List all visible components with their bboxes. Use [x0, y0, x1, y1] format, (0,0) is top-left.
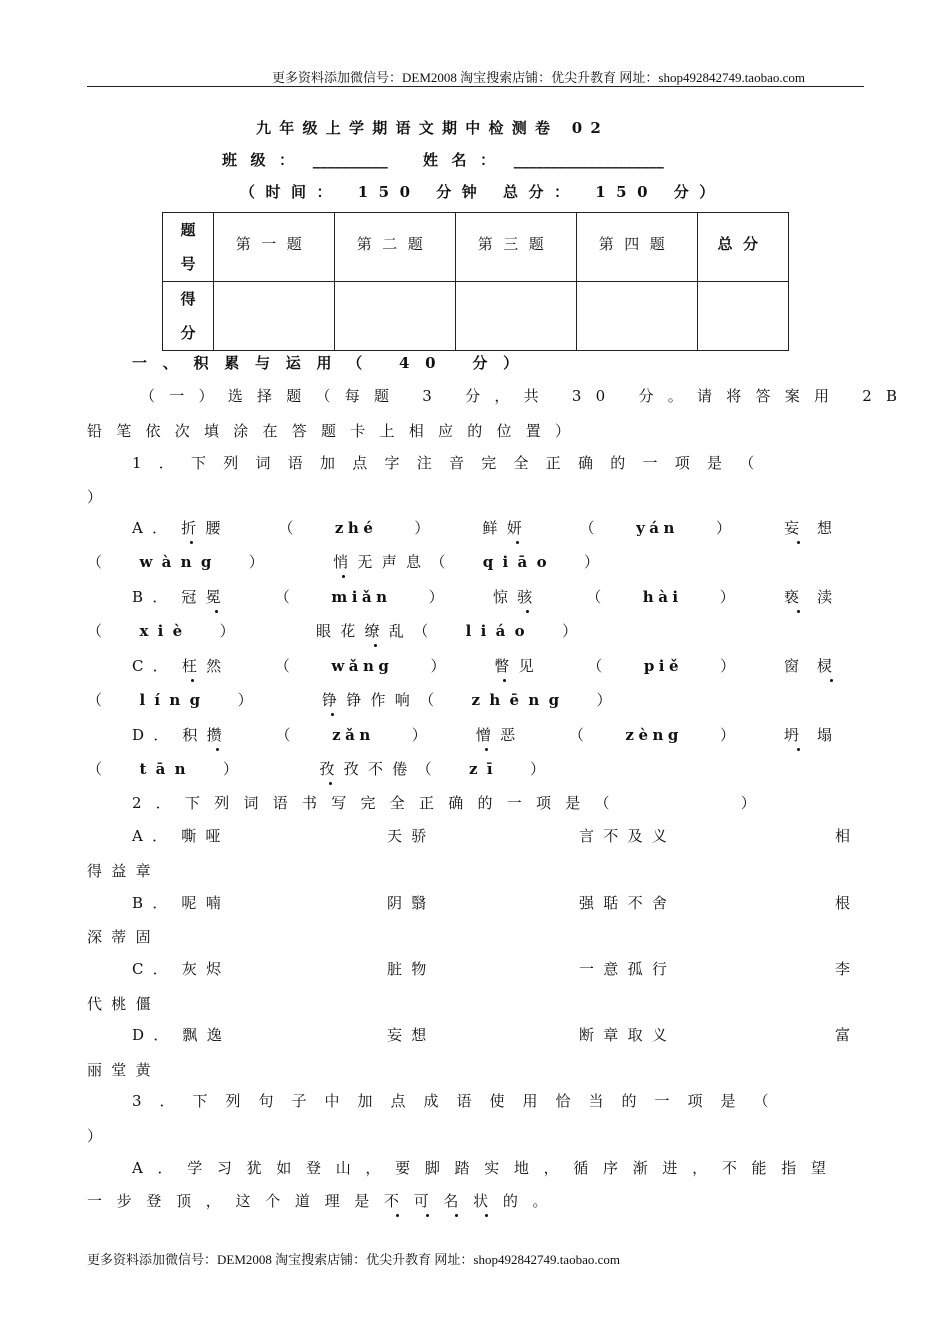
q1-c-pinyin4: zhēng: [471, 691, 569, 709]
q2-d-word1: 飘逸: [182, 1026, 232, 1044]
class-label: 班级：: [222, 151, 308, 169]
q2-a-word1: 嘶哑: [181, 827, 230, 845]
q3-a-suffix: 的。: [502, 1192, 563, 1210]
col-total: 总分: [698, 213, 789, 282]
q2-c-word1: 灰烬: [181, 960, 231, 978]
q2-d-word4-end: 丽堂黄: [87, 1061, 160, 1079]
score-table: [162, 212, 789, 351]
emphasis-char: 名: [443, 1192, 474, 1210]
q1-c-pinyin1: wǎng: [331, 657, 394, 675]
q2-c-word3: 一意孤行: [579, 960, 677, 978]
emphasis-char: 状: [473, 1192, 503, 1210]
q1-c-pinyin2: piě: [643, 657, 684, 675]
q1-option-b-line1: B． 冠冕 （ miǎn ） 惊骇 （ hài ） 亵渎: [132, 588, 850, 606]
q1-b-pinyin1: miǎn: [331, 588, 392, 606]
q2-c-label: C．: [132, 960, 178, 978]
q2-d-word4-start: 富: [834, 1026, 850, 1044]
q2-option-d: [132, 1024, 850, 1045]
q1-d-pinyin4: zī: [469, 760, 502, 778]
q2-d-word2: 妄想: [387, 1026, 436, 1044]
q2-a-word3: 言不及义: [579, 827, 677, 845]
q2-c-word4-start: 李: [834, 960, 850, 978]
col-q1: 第一题: [214, 213, 335, 282]
q1-a-label: A．: [132, 519, 177, 537]
row2-label: 得分: [180, 290, 196, 342]
q1-b-label: B．: [132, 588, 177, 606]
page-header: 更多资料添加微信号：DEM2008 淘宝搜索店铺：优尖升教育 网址：shop492842749.taobao.com: [272, 70, 805, 85]
q2-b-word3: 强聒不舍: [579, 894, 677, 912]
row-label-score: [163, 282, 214, 351]
q2-option-b: [132, 892, 850, 913]
student-info-line: [222, 149, 664, 170]
q1-d-pinyin2: zèng: [625, 726, 683, 744]
q1-a-pinyin4: qiāo: [482, 553, 556, 571]
q2-b-word4-end: 深蒂固: [87, 928, 160, 946]
score-cell-total[interactable]: [698, 282, 789, 351]
q3-a-prefix: 一步登顶，这个道理是: [87, 1192, 385, 1210]
class-blank[interactable]: __________: [312, 151, 388, 169]
q1-c-pinyin3: líng: [139, 691, 210, 709]
q1-stem: 1．下列词语加点字注音完全正确的一项是（: [132, 454, 772, 472]
q1-a-pinyin1: zhé: [334, 519, 378, 537]
col-q3: 第三题: [456, 213, 577, 282]
emphasis-char: 可: [413, 1192, 444, 1210]
exam-title: 九年级上学期语文期中检测卷 02: [256, 119, 610, 137]
q2-a-label: A．: [132, 827, 177, 845]
subsection1-line1: （一）选择题（每题 3 分，共 30 分。请将答案用 2B: [140, 387, 912, 405]
score-cell-q2[interactable]: [335, 282, 456, 351]
q1-d-label: D．: [132, 726, 178, 744]
q2-c-word2: 脏物: [387, 960, 436, 978]
row-label-question: [163, 213, 214, 282]
header-rule: [87, 86, 864, 87]
q1-option-b-line2: （ xiè ） 眼花缭乱 （ liáo ）: [87, 622, 587, 640]
section1-title: 一、积累与运用（ 40 分）: [132, 354, 534, 372]
q1-d-pinyin1: zǎn: [332, 726, 375, 744]
q2-b-word2: 阴翳: [387, 894, 436, 912]
name-blank[interactable]: ____________________: [513, 151, 664, 169]
q1-option-c-line2: （ líng ） 铮铮作响 （ zhēng ）: [87, 691, 621, 709]
name-label: 姓名：: [422, 151, 509, 169]
q2-a-word4-end: 得益章: [87, 862, 160, 880]
q2-d-word3: 断章取义: [579, 1026, 677, 1044]
page-footer: 更多资料添加微信号：DEM2008 淘宝搜索店铺：优尖升教育 网址：shop492842749.taobao.com: [87, 1252, 620, 1267]
score-cell-q1[interactable]: [214, 282, 335, 351]
row1-label: 题号: [180, 221, 196, 273]
subsection1-line2: 铅笔依次填涂在答题卡上相应的位置）: [87, 422, 585, 440]
q1-option-d-line2: （ tān ） 孜孜不倦 （ zī ）: [87, 760, 555, 778]
q1-close: ）: [87, 488, 103, 506]
q1-b-pinyin3: xiè: [139, 622, 192, 640]
q2-a-word4-start: 相: [834, 827, 850, 845]
col-q2: 第二题: [335, 213, 456, 282]
q1-option-d-line1: D． 积攒 （ zǎn ） 憎恶 （ zèng ） 坍塌: [132, 726, 850, 744]
q2-option-c: [132, 958, 850, 979]
q3-stem: 3．下列句子中加点成语使用恰当的一项是（: [132, 1092, 787, 1110]
q2-a-word2: 天骄: [387, 827, 436, 845]
time-score-line: （时间： 150 分钟 总分： 150 分）: [240, 183, 725, 201]
score-cell-q3[interactable]: [456, 282, 577, 351]
q1-c-label: C．: [132, 657, 178, 675]
q1-a-pinyin2: yán: [636, 519, 679, 537]
q2-b-word4-start: 根: [834, 894, 850, 912]
q1-option-a-line1: A． 折腰 （ zhé ） 鲜妍 （ yán ） 妄想: [132, 519, 850, 537]
q2-stem: 2．下列词语书写完全正确的一项是（ ）: [132, 794, 771, 812]
q1-d-pinyin3: tān: [139, 760, 195, 778]
q1-b-pinyin4: liáo: [465, 622, 534, 640]
q2-d-label: D．: [132, 1026, 178, 1044]
score-cell-q4[interactable]: [577, 282, 698, 351]
q1-b-pinyin2: hài: [642, 588, 683, 606]
q2-c-word4-end: 代桃僵: [87, 995, 160, 1013]
q2-option-a: [132, 825, 850, 846]
q2-b-word1: 呢喃: [181, 894, 231, 912]
q1-option-a-line2: （ wàng ） 悄无声息 （ qiāo ）: [87, 553, 609, 571]
q1-option-c-line1: C． 枉然 （ wǎng ） 瞥见 （ piě ） 窗棂: [132, 657, 850, 675]
q2-b-label: B．: [132, 894, 177, 912]
q3-option-a-line2: [87, 1190, 562, 1211]
emphasis-char: 不: [384, 1192, 414, 1210]
q3-option-a-line1: A．学习犹如登山，要脚踏实地，循序渐进，不能指望: [132, 1159, 841, 1177]
q3-a-idiom: [384, 1192, 503, 1210]
q1-a-pinyin3: wàng: [139, 553, 221, 571]
q3-close: ）: [87, 1127, 103, 1145]
col-q4: 第四题: [577, 213, 698, 282]
